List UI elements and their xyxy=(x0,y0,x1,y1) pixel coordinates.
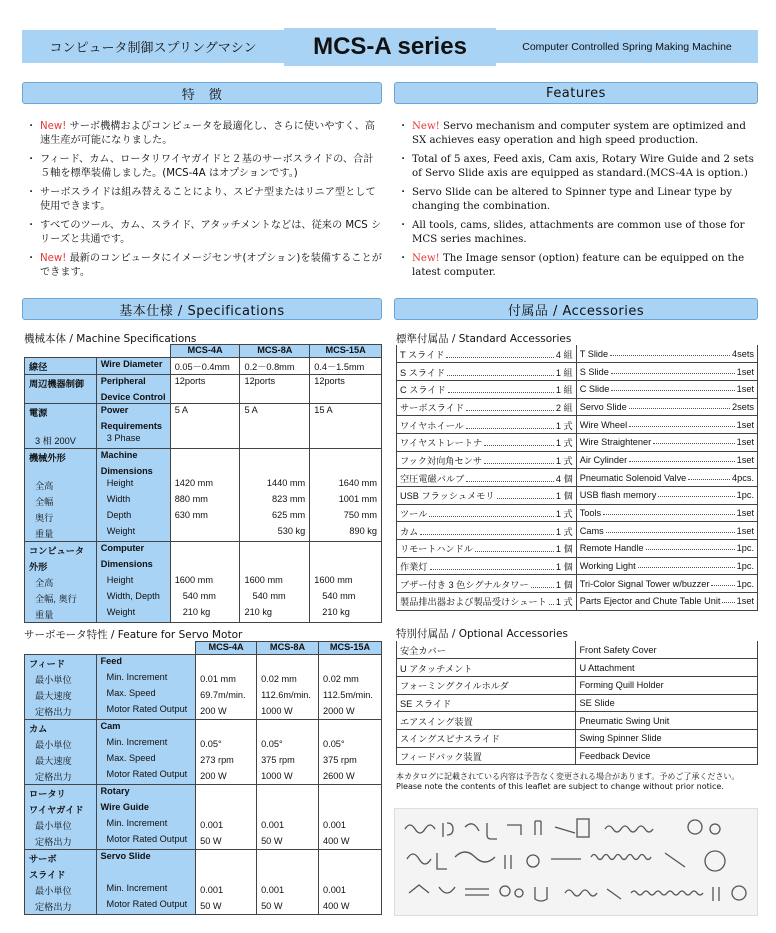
spec-label-jp: 機械外形 xyxy=(25,449,97,466)
servo-group-jp: サーボ xyxy=(25,850,97,867)
accessory-qty: 1 式 xyxy=(555,526,573,537)
servo-row-en: Min. Increment xyxy=(96,882,196,898)
cell xyxy=(257,655,319,672)
spring-samples-drawing xyxy=(395,809,757,915)
servo-row-jp: 定格出力 xyxy=(25,898,97,915)
spec-label-en: Height xyxy=(96,574,170,590)
accessory-row xyxy=(397,504,758,522)
spec-value: 750 mm xyxy=(310,509,382,525)
feature-item xyxy=(398,120,754,148)
accessory-name: T Slide xyxy=(579,348,609,359)
spec-value: 530 kg xyxy=(240,525,310,542)
servo-row-en: Motor Rated Output xyxy=(96,703,196,720)
servo-group-en: Cam xyxy=(96,720,196,737)
cell xyxy=(319,850,382,867)
accessory-row xyxy=(397,487,758,505)
accessory-name: Parts Ejector and Chute Table Unit xyxy=(579,596,721,607)
accessory-name: カム xyxy=(400,526,419,537)
cell xyxy=(257,785,319,802)
accessory-name: ワイヤホイール xyxy=(400,420,464,431)
accessory-name: Tri-Color Signal Tower w/buzzer xyxy=(579,578,710,589)
accessory-name: C スライド xyxy=(400,385,446,396)
spec-label-jp: 重量 xyxy=(25,525,97,542)
new-badge: New! xyxy=(40,121,67,132)
spec-label-jp: コンピュータ xyxy=(25,542,97,559)
spec-label-en: Width, Depth xyxy=(96,590,170,606)
accessory-qty: 1set xyxy=(736,437,754,448)
cell xyxy=(257,801,319,817)
servo-value: 0.001 xyxy=(196,817,257,833)
servo-value: 50 W xyxy=(196,833,257,850)
spec-value: 540 mm xyxy=(240,590,310,606)
model-header: MCS-4A xyxy=(170,345,240,358)
servo-group-en: Servo Slide xyxy=(96,850,196,867)
servo-value: 2000 W xyxy=(319,703,382,720)
servo-value: 1000 W xyxy=(257,703,319,720)
model-header: MCS-8A xyxy=(240,345,310,358)
accessory-row xyxy=(397,540,758,558)
accessory-row xyxy=(397,433,758,451)
servo-row-jp: 最小単位 xyxy=(25,817,97,833)
features-jp-bar: 特 徴 xyxy=(22,82,382,104)
spec-label-en: Weight xyxy=(96,606,170,623)
accessory-row xyxy=(397,398,758,416)
servo-value: 0.01 mm xyxy=(196,671,257,687)
servo-row-jp: 定格出力 xyxy=(25,768,97,785)
accessory-row xyxy=(397,557,758,575)
feature-item xyxy=(26,186,382,214)
servo-value: 50 W xyxy=(196,898,257,915)
model-header: MCS-4A xyxy=(196,642,257,655)
servo-value: 0.001 xyxy=(319,882,382,898)
accessory-qty: 4pcs. xyxy=(732,472,754,483)
optional-name: SE スライド xyxy=(397,694,576,712)
servo-value: 0.02 mm xyxy=(319,671,382,687)
spec-value: 1600 mm xyxy=(310,574,382,590)
servo-value: 400 W xyxy=(319,898,382,915)
accessory-name: リモートハンドル xyxy=(400,544,473,555)
accessory-name: Air Cylinder xyxy=(579,454,628,465)
accessory-qty: 1 式 xyxy=(555,455,573,466)
spec-label-jp: 線径 xyxy=(25,358,97,375)
cell xyxy=(196,850,257,867)
spec-label-en: Dimensions xyxy=(96,558,170,574)
accessory-name: Remote Handle xyxy=(579,543,644,554)
spec-value: 0.2－0.8mm xyxy=(240,358,310,375)
servo-row-jp: 定格出力 xyxy=(25,833,97,850)
disclaimer-jp: 本カタログに記載されている内容は予告なく変更される場合があります。予めご了承ください。 xyxy=(396,772,740,781)
new-badge: New! xyxy=(40,253,67,264)
accessory-name: Cams xyxy=(579,525,604,536)
cell xyxy=(257,866,319,882)
servo-group-jp: ワイヤガイド xyxy=(25,801,97,817)
feature-item xyxy=(398,219,754,247)
spec-value: 1600 mm xyxy=(240,574,310,590)
servo-row-jp: 最小単位 xyxy=(25,882,97,898)
accessory-name: C Slide xyxy=(579,384,610,395)
accessory-name: ワイヤストレートナ xyxy=(400,438,483,449)
accessory-name: S Slide xyxy=(579,366,609,377)
optional-row xyxy=(397,747,758,765)
spec-value xyxy=(170,525,240,542)
optional-row xyxy=(397,641,758,659)
servo-row-en: Motor Rated Output xyxy=(96,833,196,850)
cell xyxy=(319,866,382,882)
cell xyxy=(319,801,382,817)
specifications-bar: 基本仕様 / Specifications xyxy=(22,298,382,320)
accessory-qty: 1set xyxy=(736,366,754,377)
optional-row xyxy=(397,659,758,677)
features-en-list xyxy=(398,120,754,285)
spec-label-en: Computer xyxy=(96,542,170,559)
servo-value: 0.001 xyxy=(196,882,257,898)
spec-label-en: Width xyxy=(96,493,170,509)
standard-accessories-table xyxy=(396,345,758,611)
spec-value: 1640 mm xyxy=(310,477,382,493)
servo-row-en: Motor Rated Output xyxy=(96,898,196,915)
feature-text: フィード、カム、ロータリワイヤガイドと２基のサーボスライドの、合計５軸を標準装備しました。(MCS-4A はオプションです。) xyxy=(40,154,374,179)
optional-name: Front Safety Cover xyxy=(576,641,758,659)
spec-value: 1440 mm xyxy=(240,477,310,493)
spec-value: 1001 mm xyxy=(310,493,382,509)
optional-name: 安全カバー xyxy=(397,641,576,659)
optional-name: U アタッチメント xyxy=(397,659,576,677)
servo-value: 0.001 xyxy=(319,817,382,833)
accessory-name: Pneumatic Solenoid Valve xyxy=(579,472,687,483)
spec-label-jp: 重量 xyxy=(25,606,97,623)
spec-value: 880 mm xyxy=(170,493,240,509)
standard-accessories-label: 標準付属品 / Standard Accessories xyxy=(396,333,572,345)
servo-value: 0.05° xyxy=(196,736,257,752)
spec-label-en: Machine xyxy=(96,449,170,466)
cell xyxy=(196,785,257,802)
servo-group-jp: フィード xyxy=(25,655,97,672)
servo-value: 0.001 xyxy=(257,817,319,833)
accessory-qty: 1pc. xyxy=(736,561,754,572)
feature-text: Servo Slide can be altered to Spinner type and Linear type by changing the combination. xyxy=(412,187,732,212)
accessory-qty: 1set xyxy=(736,596,754,607)
servo-value: 112.6m/min. xyxy=(257,687,319,703)
optional-name: フィードバック装置 xyxy=(397,747,576,765)
spec-label-en: Height xyxy=(96,477,170,493)
servo-row-jp: 最小単位 xyxy=(25,671,97,687)
optional-row xyxy=(397,676,758,694)
model-header: MCS-15A xyxy=(319,642,382,655)
spec-value: 540 mm xyxy=(170,590,240,606)
servo-value: 0.001 xyxy=(257,882,319,898)
optional-name: フォーミングクイルホルダ xyxy=(397,676,576,694)
optional-row xyxy=(397,729,758,747)
feature-item xyxy=(398,252,754,280)
spec-value: 5 A xyxy=(170,404,240,421)
accessory-qty: 1 式 xyxy=(555,420,573,431)
accessory-qty: 4sets xyxy=(732,348,754,359)
servo-value: 112.5m/min. xyxy=(319,687,382,703)
optional-name: Pneumatic Swing Unit xyxy=(576,712,758,730)
accessory-qty: 1 個 xyxy=(555,491,573,502)
feature-text: Total of 5 axes, Feed axis, Cam axis, Rotary Wire Guide and 2 sets of Servo Slide axis are equipped as standard.(MCS-4A is option.) xyxy=(412,154,754,179)
optional-accessories-table xyxy=(396,641,758,765)
feature-item xyxy=(26,153,382,181)
spec-label-en: Power xyxy=(96,404,170,421)
header-english-title: Computer Controlled Spring Making Machine xyxy=(496,30,758,63)
accessory-name: サーボスライド xyxy=(400,402,465,413)
spec-label-jp: 全高 xyxy=(25,477,97,493)
spec-label-jp: 全幅, 奥行 xyxy=(25,590,97,606)
spec-label-jp: 奥行 xyxy=(25,509,97,525)
machine-spec-label: 機械本体 / Machine Specifications xyxy=(24,333,197,345)
spec-label-jp: 全幅 xyxy=(25,493,97,509)
servo-table xyxy=(24,641,382,915)
accessory-qty: 2 組 xyxy=(555,402,573,413)
cell xyxy=(196,866,257,882)
servo-value: 69.7m/min. xyxy=(196,687,257,703)
spec-value: 12ports xyxy=(170,375,240,392)
servo-row-jp: 最小単位 xyxy=(25,736,97,752)
machine-spec-table xyxy=(24,344,382,623)
spec-label-jp: 全高 xyxy=(25,574,97,590)
accessory-row xyxy=(397,469,758,487)
servo-group-en xyxy=(96,866,196,882)
spec-label-en: Depth xyxy=(96,509,170,525)
accessory-name: ツール xyxy=(400,509,428,520)
accessory-name: T スライド xyxy=(400,349,445,360)
spec-label-jp: 電源 xyxy=(25,404,97,421)
spec-value: 0.4－1.5mm xyxy=(310,358,382,375)
accessory-qty: 1 式 xyxy=(555,438,573,449)
accessory-row xyxy=(397,380,758,398)
feature-text: Servo mechanism and computer system are optimized and SX achieves easy operation and high speed production. xyxy=(412,121,746,146)
servo-group-jp: ロータリ xyxy=(25,785,97,802)
accessory-qty: 1 個 xyxy=(555,544,573,555)
spec-value: 0.05－0.4mm xyxy=(170,358,240,375)
spec-label-en: Wire Diameter xyxy=(96,358,170,375)
accessory-qty: 1set xyxy=(736,384,754,395)
servo-value: 375 rpm xyxy=(257,752,319,768)
cell xyxy=(319,720,382,737)
optional-accessories-label: 特別付属品 / Optional Accessories xyxy=(396,628,568,640)
accessory-qty: 1 式 xyxy=(555,509,573,520)
features-en-bar: Features xyxy=(394,82,758,104)
accessory-qty: 1set xyxy=(736,454,754,465)
servo-group-jp: カム xyxy=(25,720,97,737)
servo-row-jp: 定格出力 xyxy=(25,703,97,720)
optional-name: Forming Quill Holder xyxy=(576,676,758,694)
accessory-name: 空圧電磁バルブ xyxy=(400,473,465,484)
spec-value: 210 kg xyxy=(240,606,310,623)
accessory-qty: 1 個 xyxy=(555,579,573,590)
cell xyxy=(257,850,319,867)
accessory-qty: 1set xyxy=(736,525,754,536)
accessory-qty: 4 組 xyxy=(555,349,573,360)
servo-value: 0.05° xyxy=(257,736,319,752)
cell xyxy=(319,785,382,802)
optional-name: U Attachment xyxy=(576,659,758,677)
accessory-name: 製品排出器および製品受けシュート xyxy=(400,597,547,608)
feature-item xyxy=(26,219,382,247)
servo-value: 50 W xyxy=(257,898,319,915)
accessory-qty: 1 個 xyxy=(555,562,573,573)
feature-text: サーボスライドは組み替えることにより、スピナ型またはリニア型として使用できます。 xyxy=(40,187,376,212)
accessory-qty: 4 個 xyxy=(555,473,573,484)
accessory-qty: 1pc. xyxy=(736,578,754,589)
accessory-qty: 1set xyxy=(736,419,754,430)
accessory-name: ブザー付き 3 色シグナルタワー xyxy=(400,579,529,590)
accessory-name: フック対向角センサ xyxy=(400,455,483,466)
cell xyxy=(196,655,257,672)
feature-text: All tools, cams, slides, attachments are common use of those for MCS series machines. xyxy=(412,220,745,245)
accessory-row xyxy=(397,593,758,611)
spec-value: 12ports xyxy=(240,375,310,392)
spec-label-en: Peripheral xyxy=(96,375,170,392)
accessory-row xyxy=(397,416,758,434)
feature-text: サーボ機構およびコンピュータを最適化し、さらに使いやすく、高速生産が可能になりました。 xyxy=(40,121,375,146)
accessory-qty: 1pc. xyxy=(736,490,754,501)
feature-item xyxy=(26,120,382,148)
feature-item xyxy=(398,186,754,214)
accessory-name: USB flash memory xyxy=(579,490,657,501)
accessory-qty: 1 式 xyxy=(555,597,573,608)
disclaimer-note xyxy=(396,772,739,792)
accessory-name: Servo Slide xyxy=(579,401,627,412)
spec-label-en: Requirements xyxy=(96,420,170,432)
servo-value: 273 rpm xyxy=(196,752,257,768)
spec-value: 625 mm xyxy=(240,509,310,525)
spec-value: 540 mm xyxy=(310,590,382,606)
accessory-row xyxy=(397,363,758,381)
servo-group-en: Rotary xyxy=(96,785,196,802)
cell xyxy=(196,801,257,817)
cell xyxy=(319,655,382,672)
accessory-name: Wire Straightener xyxy=(579,437,652,448)
model-header: MCS-8A xyxy=(257,642,319,655)
accessory-qty: 1set xyxy=(736,508,754,519)
spec-label-jp: 周辺機器制御 xyxy=(25,375,97,392)
accessories-bar: 付属品 / Accessories xyxy=(394,298,758,320)
spec-value: 15 A xyxy=(310,404,382,421)
spring-samples-image xyxy=(394,808,758,916)
servo-group-en: Feed xyxy=(96,655,196,672)
servo-row-jp: 最大速度 xyxy=(25,752,97,768)
servo-row-en: Min. Increment xyxy=(96,671,196,687)
accessory-name: 作業灯 xyxy=(400,562,428,573)
accessory-name: Tools xyxy=(579,508,602,519)
servo-row-en: Max. Speed xyxy=(96,687,196,703)
spec-value: 890 kg xyxy=(310,525,382,542)
servo-row-en: Min. Increment xyxy=(96,817,196,833)
servo-value: 50 W xyxy=(257,833,319,850)
optional-row xyxy=(397,694,758,712)
feature-text: The Image sensor (option) feature can be equipped on the latest computer. xyxy=(412,253,745,278)
servo-value: 0.02 mm xyxy=(257,671,319,687)
new-badge: New! xyxy=(412,253,440,264)
optional-name: SE Slide xyxy=(576,694,758,712)
accessory-name: USB フラッシュメモリ xyxy=(400,491,495,502)
spec-label-en: Weight xyxy=(96,525,170,542)
feature-item xyxy=(26,252,382,280)
accessory-row xyxy=(397,451,758,469)
model-header: MCS-15A xyxy=(310,345,382,358)
accessory-qty: 1pc. xyxy=(736,543,754,554)
servo-value: 200 W xyxy=(196,768,257,785)
servo-row-en: Min. Increment xyxy=(96,736,196,752)
accessory-row xyxy=(397,522,758,540)
spec-value: 1600 mm xyxy=(170,574,240,590)
feature-text: 最新のコンピュータにイメージセンサ(オプション)を装備することができます。 xyxy=(40,253,382,278)
spec-value: 210 kg xyxy=(170,606,240,623)
servo-row-en: Max. Speed xyxy=(96,752,196,768)
optional-row xyxy=(397,712,758,730)
spec-label-en: Dimensions xyxy=(96,465,170,477)
accessory-qty: 1 組 xyxy=(555,385,573,396)
header-series-title: MCS-A series xyxy=(284,28,496,66)
spec-value: 5 A xyxy=(240,404,310,421)
new-badge: New! xyxy=(412,121,440,132)
optional-name: Swing Spinner Slide xyxy=(576,729,758,747)
spec-label-jp: 3 相 200V xyxy=(25,432,97,449)
servo-value: 2600 W xyxy=(319,768,382,785)
optional-name: Feedback Device xyxy=(576,747,758,765)
servo-row-en: Motor Rated Output xyxy=(96,768,196,785)
cell xyxy=(257,720,319,737)
servo-value: 375 rpm xyxy=(319,752,382,768)
accessory-name: Working Light xyxy=(579,561,636,572)
accessory-qty: 2sets xyxy=(732,401,754,412)
optional-name: エアスイング装置 xyxy=(397,712,576,730)
spec-label-en: 3 Phase xyxy=(96,432,170,449)
servo-value: 200 W xyxy=(196,703,257,720)
accessory-row xyxy=(397,345,758,363)
servo-row-jp: 最大速度 xyxy=(25,687,97,703)
spec-value: 210 kg xyxy=(310,606,382,623)
servo-label: サーボモータ特性 / Feature for Servo Motor xyxy=(24,629,243,641)
spec-value: 1420 mm xyxy=(170,477,240,493)
spec-value: 823 mm xyxy=(240,493,310,509)
optional-name: スイングスピナスライド xyxy=(397,729,576,747)
servo-value: 0.05° xyxy=(319,736,382,752)
header-japanese-title: コンピュータ制御スプリングマシン xyxy=(22,30,284,63)
servo-group-jp: スライド xyxy=(25,866,97,882)
spec-value: 630 mm xyxy=(170,509,240,525)
accessory-qty: 1 組 xyxy=(555,367,573,378)
spec-value: 12ports xyxy=(310,375,382,392)
accessory-name: S スライド xyxy=(400,367,446,378)
servo-value: 1000 W xyxy=(257,768,319,785)
servo-value: 400 W xyxy=(319,833,382,850)
feature-item xyxy=(398,153,754,181)
spec-label-jp: 外形 xyxy=(25,558,97,574)
accessory-row xyxy=(397,575,758,593)
accessory-name: Wire Wheel xyxy=(579,419,628,430)
feature-text: すべてのツール、カム、スライド、アタッチメントなどは、従来の MCS シリーズと共通です。 xyxy=(40,220,382,245)
features-jp-list xyxy=(26,120,382,285)
cell xyxy=(196,720,257,737)
disclaimer-en: Please note the contents of this leaflet are subject to change without prior notice. xyxy=(396,782,724,791)
spec-label-en: Device Control xyxy=(96,391,170,404)
servo-group-en: Wire Guide xyxy=(96,801,196,817)
